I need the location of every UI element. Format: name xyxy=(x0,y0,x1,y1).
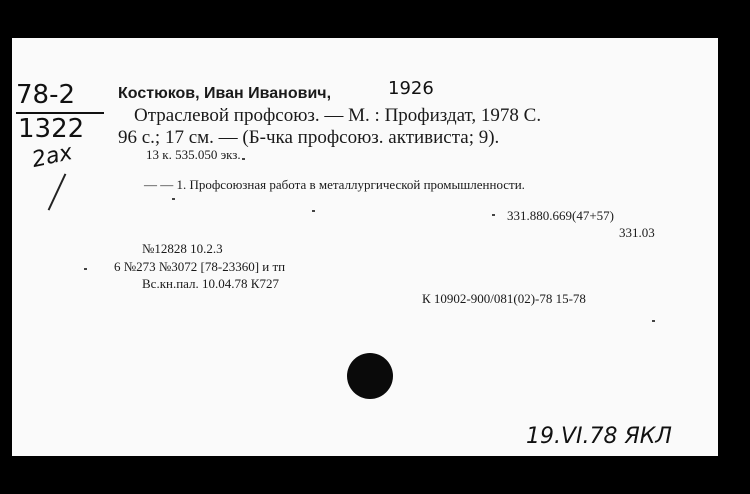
subject-heading: — — 1. Профсоюзная работа в металлургической промышленности. xyxy=(144,177,525,192)
speck xyxy=(312,210,315,212)
author-birth-year: 1926 xyxy=(388,78,434,99)
handwritten-date: 19.VI.78 ЯКЛ xyxy=(526,424,672,449)
udc-primary: 331.880.669(47+57) xyxy=(507,208,614,223)
author-name: Костюков, Иван Иванович, xyxy=(118,85,332,102)
speck xyxy=(84,268,87,270)
stamp-line-1: №12828 10.2.3 xyxy=(142,241,223,256)
speck xyxy=(242,158,245,160)
catalog-code: К 10902-900/081(02)-78 15-78 xyxy=(422,291,586,306)
catalog-card xyxy=(12,38,718,456)
speck xyxy=(172,198,175,200)
call-number-top: 78-2 xyxy=(16,80,76,110)
title-line-2: 96 с.; 17 см. — (Б-чка профсоюз. активиста; 9). xyxy=(118,127,500,148)
punch-hole xyxy=(347,353,393,399)
stamp-line-3: Вс.кн.пал. 10.04.78 К727 xyxy=(142,276,279,291)
udc-secondary: 331.03 xyxy=(619,225,655,240)
title-line-1: Отраслевой профсоюз. — М. : Профиздат, 1978 С. xyxy=(134,105,542,126)
call-number-bottom: 1322 xyxy=(18,114,85,144)
print-run: 13 к. 535.050 экз. xyxy=(146,147,241,162)
speck xyxy=(492,214,495,216)
handwritten-mark: 2ax xyxy=(29,140,75,173)
stamp-line-2: 6 №273 №3072 [78-23360] и тп xyxy=(114,259,286,274)
speck xyxy=(652,320,655,322)
handwritten-stroke xyxy=(48,173,67,210)
